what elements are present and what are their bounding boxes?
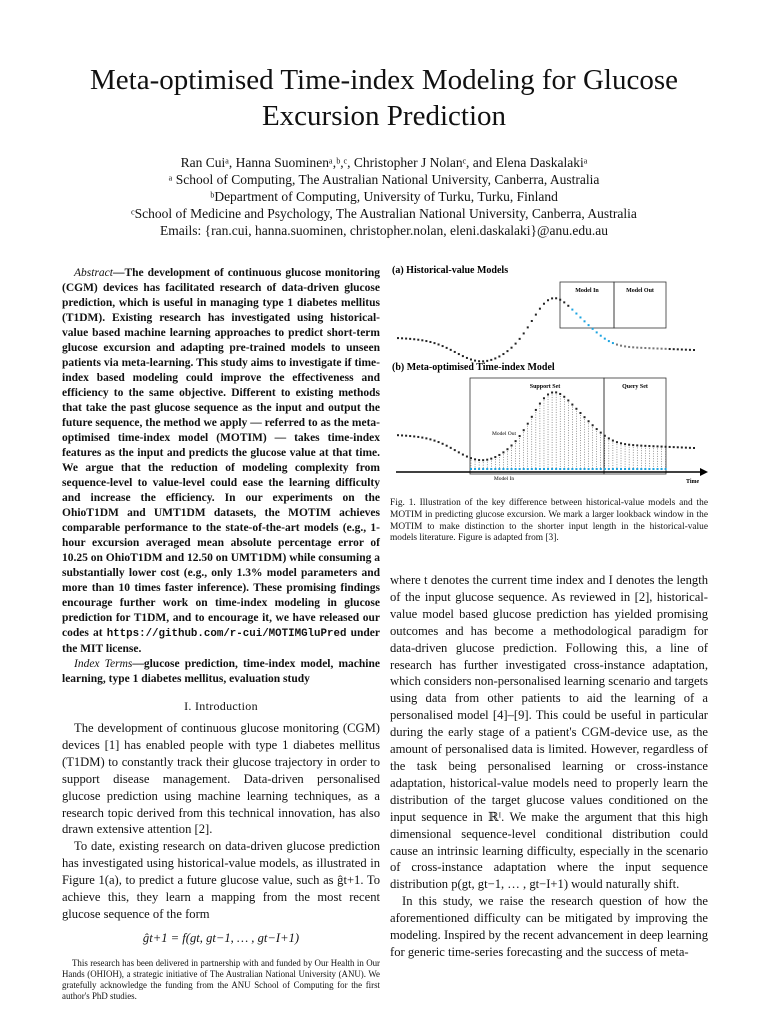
curve-b-point [685,447,687,449]
curve-a-point [555,297,557,299]
curve-a-point [677,348,679,350]
curve-a-point [571,309,573,311]
curve-b-point [652,445,654,447]
glucose-curve-a [397,297,695,362]
curve-b-point [535,409,537,411]
affiliation-c: ᶜSchool of Medicine and Psychology, The Australian National University, Canberra, Australia [131,206,637,221]
curve-a-point [685,349,687,351]
curve-a-point [681,349,683,351]
curve-b-point [551,392,553,394]
query-set-label: Query Set [622,384,648,390]
curve-b-point [616,441,618,443]
curve-a-point [628,346,630,348]
curve-b-point [661,446,663,448]
curve-b-point [470,457,472,459]
curve-a-point [669,348,671,350]
curve-b-point [417,436,419,438]
time-index-point [527,468,529,470]
abstract [62,266,380,657]
curve-b-point [584,416,586,418]
curve-b-point [612,440,614,442]
abstract-text-end: under the MIT license. [62,627,380,655]
time-index-point [600,468,602,470]
curve-a-point [442,345,444,347]
curve-a-point [579,316,581,318]
time-index-point [644,468,646,470]
curve-a-point [498,355,500,357]
right-paragraph-2: In this study, we raise the research question of how the aforementioned difficulty can be mitigated by improving the modeling. Inspired by the recent advancement in deep learning for generic time-series forecasting and the success of meta- [390,894,708,959]
curve-a-point [433,342,435,344]
curve-b-point [506,448,508,450]
curve-a-point [551,297,553,299]
time-index-point [502,468,504,470]
curve-a-point [519,338,521,340]
curve-a-point [604,338,606,340]
curve-a-point [515,343,517,345]
author-block [40,154,728,239]
curve-b-point [543,397,545,399]
curve-b-point [458,451,460,453]
time-index-point [575,468,577,470]
time-index-point [494,468,496,470]
curve-b-point [450,447,452,449]
panel-b-label: (b) Meta-optimised Time-index Model [392,362,555,373]
curve-a-point [547,299,549,301]
time-index-point [624,468,626,470]
affiliation-b: ᵇDepartment of Computing, University of Turku, Turku, Finland [210,189,558,204]
curve-b-point [474,458,476,460]
time-index-point [551,468,553,470]
time-index-point [531,468,533,470]
time-index-point [490,468,492,470]
curve-b-point [620,442,622,444]
section-heading-introduction: I. Introduction [184,699,258,713]
time-index-point [506,468,508,470]
time-index-point [474,468,476,470]
query-set-box [604,378,666,474]
curve-b-point [681,446,683,448]
figure-1-diagram [390,262,708,492]
curve-b-point [555,391,557,393]
curve-b-point [482,459,484,461]
model-in-label: Model In [575,288,599,294]
curve-b-point [632,444,634,446]
curve-b-point [640,445,642,447]
abstract-text: —The development of continuous glucose monitoring (CGM) devices has facilitated research of data-driven glucose prediction, which is useful in managing type 1 diabetes mellitus (T1DM). Existing research has investigated using historical-value based machine learning approaches to predict short-term glucose excursion and adapting pre-trained models to unseen patients via meta-learning. This study aims to investigate if time-index based modeling could improve the effectiveness and efficiency to the same objective. Different to existing methods that take the past glucose sequence as the input and output the future sequence, the method we apply — referred to as the meta-optimised time-index model (MOTIM) — takes time-index features as the input and predicts the glucose value at that time. We argue that the reduction of modeling complexity from sequence-level to value-level could ease the learning difficulty and increase the efficiency. In our experiments on the OhioT1DM and UMT1DM datasets, the MOTIM achieves comparable performance to the state-of-the-art models (e.g., 1-hour excursion averaged mean absolute percentage error of 10.25 on OhioT1DM and 12.50 on UMT1DM) while consuming a substantially lower cost (e.g., only 1.3% model parameters and more than 10 times faster inference). These promising findings encourage further work on time-index modeling in glucose prediction for T1DM, and to encourage it, we have released our codes at [62,267,380,639]
curve-a-point [673,348,675,350]
model-out-b-label: Model Out [492,431,516,437]
curve-a-point [612,342,614,344]
time-index-point [648,468,650,470]
time-axis-arrow [700,468,708,476]
support-set-label: Support Set [529,384,561,390]
time-index-point [596,468,598,470]
curve-a-point [584,320,586,322]
time-index-point [636,468,638,470]
abstract-label: Abstract [74,267,113,279]
time-index-point [498,468,500,470]
intro-paragraph-1: The development of continuous glucose monitoring (CGM) devices [1] has enabled people with type 1 diabetes mellitus (T1DM) to constantly track their glucose trajectory in order to support disease management. Data-driven personalised glucose prediction using machine learning techniques, as a research topic derived from this technical innovation, has also drawn extensive attention [2]. [62,721,380,837]
intro-paragraph-2: To date, existing research on data-driven glucose prediction has investigated using historical-value models, as illustrated in Figure 1(a), to predict a future glucose value, such as ĝt+1. To achieve this, they learn a mapping from the most recent glucose sequence of the form [62,839,380,921]
curve-a-point [608,340,610,342]
time-index-point [632,468,634,470]
curve-a-point [446,347,448,349]
curve-b-point [429,438,431,440]
curve-a-point [648,347,650,349]
time-index-point [523,468,525,470]
panel-a-label: (a) Historical-value Models [392,265,509,276]
curve-a-point [397,337,399,339]
curve-a-point [665,348,667,350]
affiliation-a: ᵃ School of Computing, The Australian National University, Canberra, Australia [168,172,600,187]
time-index-point [571,468,573,470]
time-index-point [616,468,618,470]
code-link[interactable]: https://github.com/r-cui/MOTIMGluPred [106,628,347,640]
time-index-point [539,468,541,470]
curve-b-point [446,445,448,447]
curve-a-point [539,308,541,310]
curve-b-point [442,443,444,445]
curve-b-point [531,416,533,418]
curve-b-point [648,445,650,447]
time-index-point [640,468,642,470]
curve-b-point [454,449,456,451]
curve-b-point [563,396,565,398]
curve-b-point [438,441,440,443]
author-emails: Emails: {ran.cui, hanna.suominen, christopher.nolan, eleni.daskalaki}@anu.edu.au [160,223,608,238]
curve-a-point [559,299,561,301]
curve-b-point [515,440,517,442]
time-index-point [657,468,659,470]
time-index-point [588,468,590,470]
curve-a-point [494,357,496,359]
time-index-point [579,468,581,470]
time-index-point [620,468,622,470]
equation-1: ĝt+1 = f(gt, gt−1, … , gt−I+1) [142,930,300,945]
curve-b-point [628,444,630,446]
curve-a-point [527,326,529,328]
curve-b-point [600,432,602,434]
figure-1 [390,262,708,497]
curve-b-point [559,393,561,395]
curve-b-point [519,435,521,437]
curve-b-point [478,459,480,461]
time-index-point [604,468,606,470]
curve-b-point [397,434,399,436]
curve-b-point [571,404,573,406]
curve-a-point [429,341,431,343]
time-index-point [584,468,586,470]
curve-a-point [409,338,411,340]
curve-a-point [616,344,618,346]
curve-b-point [413,435,415,437]
time-index-point [535,468,537,470]
curve-b-point [673,446,675,448]
curve-a-point [644,347,646,349]
curve-a-point [624,345,626,347]
time-index-point [563,468,565,470]
curve-b-point [539,403,541,405]
curve-a-point [502,353,504,355]
time-index-point [482,468,484,470]
time-axis-label: Time [686,479,700,485]
curve-a-point [401,337,403,339]
curve-b-point [588,420,590,422]
curve-b-point [425,437,427,439]
curve-a-point [405,338,407,340]
curve-b-point [547,393,549,395]
time-index-point [478,468,480,470]
curve-b-point [657,445,659,447]
curve-a-point [689,349,691,351]
curve-a-point [657,348,659,350]
time-index-point [555,468,557,470]
time-index-point [592,468,594,470]
curve-b-point [498,454,500,456]
curve-a-point [425,340,427,342]
curve-b-point [494,456,496,458]
time-index-point [543,468,545,470]
time-index-point [511,468,513,470]
support-set-box [470,378,604,474]
author-list: Ran Cuiᵃ, Hanna Suominenᵃ,ᵇ,ᶜ, Christopher J Nolanᶜ, and Elena Daskalakiᵃ [180,155,588,170]
curve-b-point [689,447,691,449]
curve-a-point [652,347,654,349]
curve-a-point [535,314,537,316]
curve-b-point [421,437,423,439]
time-index-point [470,468,472,470]
index-terms [62,657,380,687]
model-out-label: Model Out [626,288,654,294]
curve-b-point [604,435,606,437]
curve-b-point [693,447,695,449]
curve-a-point [661,348,663,350]
curve-b-point [592,424,594,426]
curve-b-point [511,445,513,447]
curve-a-point [567,305,569,307]
time-index-point [486,468,488,470]
curve-a-point [458,353,460,355]
curve-b-point [665,446,667,448]
time-index-point [567,468,569,470]
curve-a-point [438,343,440,345]
curve-b-point [608,437,610,439]
time-index-point [547,468,549,470]
funding-footnote: This research has been delivered in partnership with and funded by Our Health in Our Hands (OHIOH), a strategic initiative of The Australian National University (ANU). We gratefully acknowledge the funding from the ANU School of Computing for the first author's PhD studies. [62,957,380,1001]
time-index-point [628,468,630,470]
curve-a-point [620,345,622,347]
curve-a-point [506,350,508,352]
curve-a-point [413,338,415,340]
curve-a-point [523,332,525,334]
curve-b-point [636,444,638,446]
right-column [390,572,708,961]
curve-a-point [543,303,545,305]
curve-b-point [596,428,598,430]
curve-b-point [567,399,569,401]
time-index-point [559,468,561,470]
curve-a-point [693,349,695,351]
curve-a-point [511,347,513,349]
time-index-point [652,468,654,470]
curve-a-point [588,324,590,326]
curve-a-point [592,328,594,330]
index-terms-text: —glucose prediction, time-index model, machine learning, type 1 diabetes mellitus, evaluation study [62,658,380,685]
curve-b-point [405,435,407,437]
curve-a-point [575,313,577,315]
curve-a-point [466,357,468,359]
curve-a-point [636,347,638,349]
curve-b-point [462,454,464,456]
curve-b-point [677,446,679,448]
curve-b-point [624,443,626,445]
curve-b-point [579,412,581,414]
model-in-b-label: Model In [493,476,515,482]
curve-a-point [632,346,634,348]
curve-b-point [433,440,435,442]
glucose-curve-b [397,391,695,470]
curve-a-point [450,349,452,351]
time-index-point [608,468,610,470]
curve-b-point [575,408,577,410]
curve-a-point [600,335,602,337]
curve-b-point [490,458,492,460]
curve-a-point [470,358,472,360]
time-index-point [612,468,614,470]
curve-a-point [640,347,642,349]
curve-a-point [421,339,423,341]
time-index-point [519,468,521,470]
curve-a-point [417,339,419,341]
curve-a-point [490,359,492,361]
curve-b-point [401,434,403,436]
curve-b-point [409,435,411,437]
curve-a-point [563,301,565,303]
curve-b-point [644,445,646,447]
curve-b-point [527,423,529,425]
curve-a-point [462,355,464,357]
curve-b-point [523,429,525,431]
curve-b-point [486,459,488,461]
index-terms-label: Index Terms [74,658,133,670]
curve-a-point [454,351,456,353]
curve-b-point [502,451,504,453]
right-paragraph-1: where t denotes the current time index and I denotes the length of the input glucose sequence. As reviewed in [2], historical-value model based glucose prediction has yielded promising outcomes and has become a methodological paradigm for data-driven glucose prediction. Following this, a line of research has further investigated cross-instance adaptation, which considers non-personalised learning scenario and targets using data from other patients to aid the learning of a personalised model [4]–[9]. This could be useful in particular during the early stage of a patient's CGM-device use, as the amount of personalised data is limited. However, regardless of the task being personalised learning or cross-instance adaptation, historical-value models need to properly learn the distribution of the target glucose values conditioned on the input sequence in ℝᴵ. We make the argument that this high dimensional sequence-level conditional distribution could cause an intrinsic learning difficulty, especially in the scenario of cross-instance adaptation where the input sequence distribution p(gt, gt−1, … , gt−I+1) would naturally shift. [390,573,709,892]
paper-title: Meta-optimised Time-index Modeling for Glucose Excursion Prediction [90,64,678,132]
curve-a-point [596,331,598,333]
figure-1-caption: Fig. 1. Illustration of the key difference between historical-value models and the MOTIM in predicting glucose excursion. We mark a larger lookback window in the MOTIM to make distinction to the shorter input length in the historical-value models literature. Figure is adapted from [3]. [390,498,708,544]
left-column [62,266,380,1002]
curve-a-point [531,320,533,322]
time-index-point [661,468,663,470]
time-index-point [515,468,517,470]
curve-b-point [669,446,671,448]
time-index-point [665,468,667,470]
curve-b-point [466,456,468,458]
